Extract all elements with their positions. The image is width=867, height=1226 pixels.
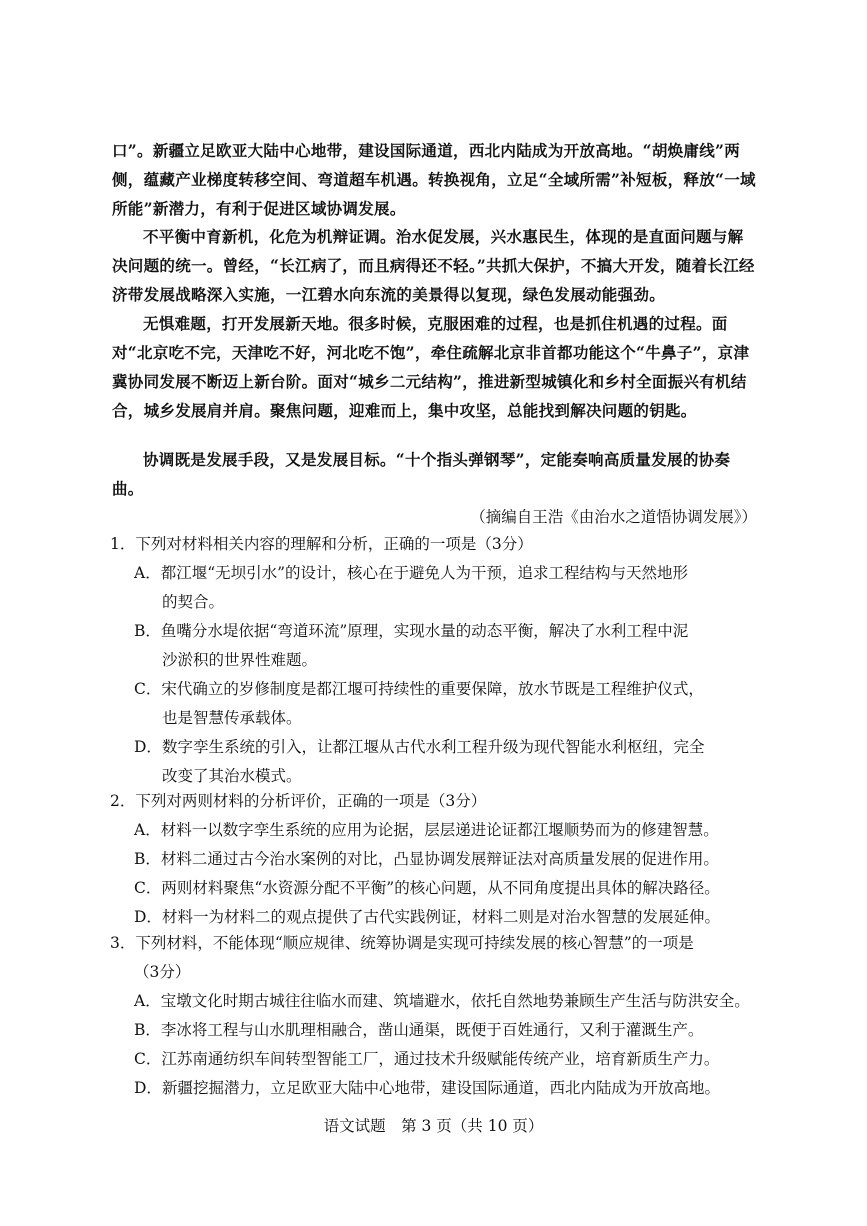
question-stem bbox=[110, 787, 770, 816]
passage-source: （摘编自王浩《由治水之道悟协调发展》） bbox=[470, 508, 757, 526]
question-number: 2． bbox=[110, 792, 136, 810]
question-number: 1． bbox=[110, 535, 136, 553]
question-number: 3． bbox=[110, 934, 136, 952]
passage-paragraph-2: 不平衡中育新机，化危为机辩证调。治水促发展，兴水惠民生，体现的是直面问题与解决问题的统一。曾经，“长江病了，而且病得还不轻。”共抓大保护，不搞大开发，随着长江经济带发展战略深入实施，一江碧水向东流的美景得以复现，绿色发展动能强劲。 bbox=[112, 227, 755, 304]
option-c: C．宋代确立的岁修制度是都江堰可持续性的重要保障，放水节既是工程维护仪式， 也是智慧传承载体。 bbox=[134, 680, 704, 727]
question-text: 下列对材料相关内容的理解和分析，正确的一项是（3分） bbox=[135, 535, 533, 553]
passage-paragraph-3: 无惧难题，打开发展新天地。很多时候，克服困难的过程，也是抓住机遇的过程。面对“北京吃不完，天津吃不好，河北吃不饱”，牵住疏解北京非首都功能这个“牛鼻子”，京津冀协同发展不断迈上新台阶。面对“城乡二元结构”，推进新型城镇化和乡村全面振兴有机结合，城乡发展肩并肩。聚焦问题，迎难而上，集中攻坚，总能找到解决问题的钥匙。 bbox=[112, 314, 750, 420]
option-c: C．江苏南通纺织车间转型智能工厂，通过技术升级赋能传统产业，培育新质生产力。 bbox=[134, 1050, 720, 1068]
option-a: A．宝墩文化时期古城往往临水而建、筑墙避水，依托自然地势兼顾生产生活与防洪安全。 bbox=[134, 992, 750, 1010]
option-b: B．材料二通过古今治水案例的对比，凸显协调发展辩证法对高质量发展的促进作用。 bbox=[134, 850, 719, 868]
passage-paragraph-4: 协调既是发展手段，又是发展目标。“十个指头弹钢琴”，定能奏响高质量发展的协奏曲。 bbox=[112, 450, 731, 498]
option-c: C．两则材料聚焦“水资源分配不平衡”的核心问题，从不同角度提出具体的解决路径。 bbox=[134, 879, 720, 897]
question-3 bbox=[110, 929, 770, 1103]
question-text: 下列对两则材料的分析评价，正确的一项是（3分） bbox=[135, 792, 487, 810]
option-d: D．材料一为材料二的观点提供了古代实践例证，材料二则是对治水智慧的发展延伸。 bbox=[134, 908, 720, 926]
passage-paragraph-1: 口”。新疆立足欧亚大陆中心地带，建设国际通道，西北内陆成为开放高地。“胡焕庸线”两侧，蕴藏产业梯度转移空间、弯道超车机遇。转换视角，立足“全域所需”补短板，释放“一域所能”新潜力，有利于促进区域协调发展。 bbox=[112, 141, 756, 218]
question-stem bbox=[110, 929, 770, 987]
question-2 bbox=[110, 787, 770, 932]
question-stem bbox=[110, 530, 770, 559]
page-footer: 语文试题 第 3 页（共 10 页） bbox=[323, 1117, 544, 1135]
option-a: A．材料一以数字孪生系统的应用为论据，层层递进论证都江堰顺势而为的修建智慧。 bbox=[134, 821, 719, 839]
option-d: D．新疆挖掘潜力，立足欧亚大陆中心地带，建设国际通道，西北内陆成为开放高地。 bbox=[134, 1079, 720, 1097]
option-b: B．鱼嘴分水堤依据“弯道环流”原理，实现水量的动态平衡，解决了水利工程中泥 沙淤积的世界性难题。 bbox=[134, 622, 689, 669]
question-points: （3分） bbox=[134, 963, 191, 981]
question-1 bbox=[110, 530, 770, 791]
option-d: D．数字孪生系统的引入，让都江堰从古代水利工程升级为现代智能水利枢纽，完全 改变了其治水模式。 bbox=[134, 738, 705, 785]
question-text: 下列材料，不能体现“顺应规律、统筹协调是实现可持续发展的核心智慧”的一项是 bbox=[135, 934, 694, 952]
option-a: A．都江堰“无坝引水”的设计，核心在于避免人为干预，追求工程结构与天然地形 的契合。 bbox=[134, 564, 689, 611]
option-b: B．李冰将工程与山水肌理相融合，凿山通渠，既便于百姓通行，又利于灌溉生产。 bbox=[134, 1021, 704, 1039]
